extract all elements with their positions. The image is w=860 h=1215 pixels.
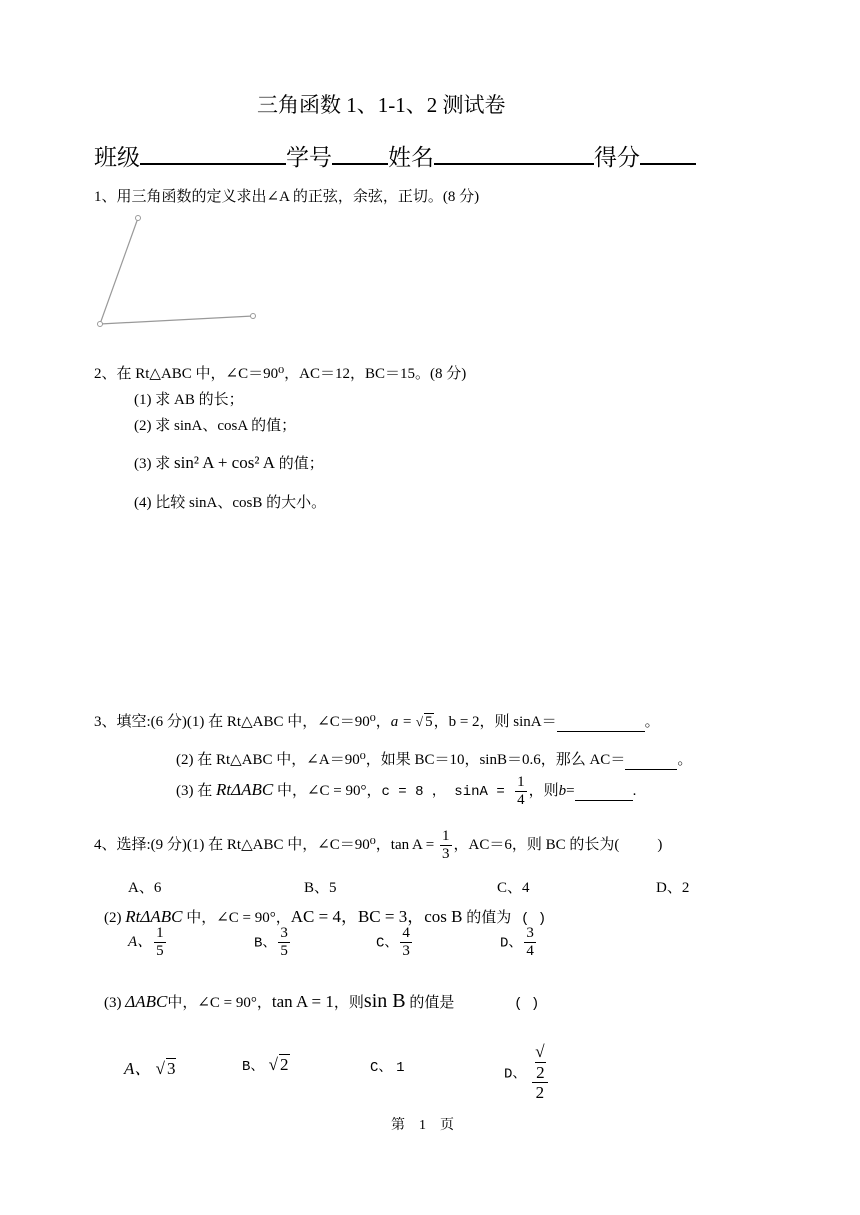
class-label: 班级 [94, 145, 140, 170]
question-2-part-1: (1) 求 AB 的长； [134, 392, 244, 408]
student-no-label: 学号 [286, 145, 332, 170]
question-1: 1、用三角函数的定义求出∠A 的正弦，余弦，正切。(8 分) [94, 189, 480, 205]
question-4-part-1: 4、选择:(9 分)(1) 在 Rt△ABC 中，∠C＝90⁰，tan A = $\frac{1}{3}$ ，AC＝6，则 BC 的长为( ) [94, 828, 663, 863]
name-blank[interactable] [434, 141, 594, 165]
angle-figure [92, 210, 262, 332]
question-4-part-2: (2) RtΔABC 中，∠C = 90°，AC = 4，BC = 3，cos B 的值为 ( ) [104, 907, 547, 927]
fraction-one-fourth: $\frac{1}{4}$ [517, 774, 525, 809]
option-2-d[interactable]: D、 $\frac{3}{4}$ [500, 925, 534, 960]
option-2-c[interactable]: C、 $\frac{4}{3}$ [376, 925, 410, 960]
option-2-a[interactable]: A、 $\frac{1}{5}$ [128, 925, 164, 960]
option-3-c[interactable]: C、 1 [370, 1060, 405, 1076]
option-d[interactable]: D、2 [656, 880, 690, 896]
answer-blank-b[interactable] [575, 783, 633, 801]
question-2: 2、在 Rt△ABC 中，∠C＝90⁰，AC＝12，BC＝15。(8 分) [94, 366, 467, 382]
page-number: 第 1 页 [391, 1118, 454, 1133]
class-blank[interactable] [140, 141, 286, 165]
option-b[interactable]: B、5 [304, 880, 337, 896]
sin-cos-expression: sin² A + cos² A [174, 453, 276, 472]
fraction-one-third: $\frac{1}{3}$ [442, 828, 450, 863]
question-2-part-4: (4) 比较 sinA、cosB 的大小。 [134, 495, 327, 511]
student-no-blank[interactable] [332, 141, 388, 165]
question-2-part-3: (3) 求 sin² A + cos² A 的值； [134, 453, 324, 472]
score-label: 得分 [594, 145, 640, 170]
option-3-b[interactable]: B、 √ 2 [242, 1055, 289, 1075]
option-3-d[interactable]: D、 √ 2 2 [504, 1042, 550, 1103]
option-2-b[interactable]: B、 $\frac{3}{5}$ [254, 925, 288, 960]
name-label: 姓名 [388, 145, 434, 170]
option-c[interactable]: C、4 [497, 880, 530, 896]
answer-blank-sina[interactable] [557, 714, 645, 732]
question-3-part-2: (2) 在 Rt△ABC 中，∠A＝90⁰，如果 BC＝10，sinB＝0.6，那么 AC＝ 。 [176, 752, 693, 768]
student-info-line [94, 139, 696, 172]
question-2-part-2: (2) 求 sinA、cosA 的值； [134, 418, 297, 434]
option-a[interactable]: A、6 [128, 880, 162, 896]
score-blank[interactable] [640, 141, 696, 165]
page-title: 三角函数 1、1-1、2 测试卷 [257, 93, 506, 117]
answer-blank-ac[interactable] [625, 752, 677, 770]
question-4-part-3: (3) ΔABC中，∠C = 90°，tan A = 1，则sin B 的值是 ( ) [104, 990, 540, 1012]
question-3-part-1: 3、填空:(6 分)(1) 在 Rt△ABC 中，∠C＝90⁰，a = √ 5，b = 2，则 sinA＝ 。 [94, 714, 660, 730]
question-3-part-3: (3) 在 RtΔABC 中，∠C = 90°，c = 8 ， sinA = $\frac{1}{4}$ ，则b= . [176, 774, 637, 809]
option-3-a[interactable]: A、 √ 3 [124, 1059, 176, 1078]
